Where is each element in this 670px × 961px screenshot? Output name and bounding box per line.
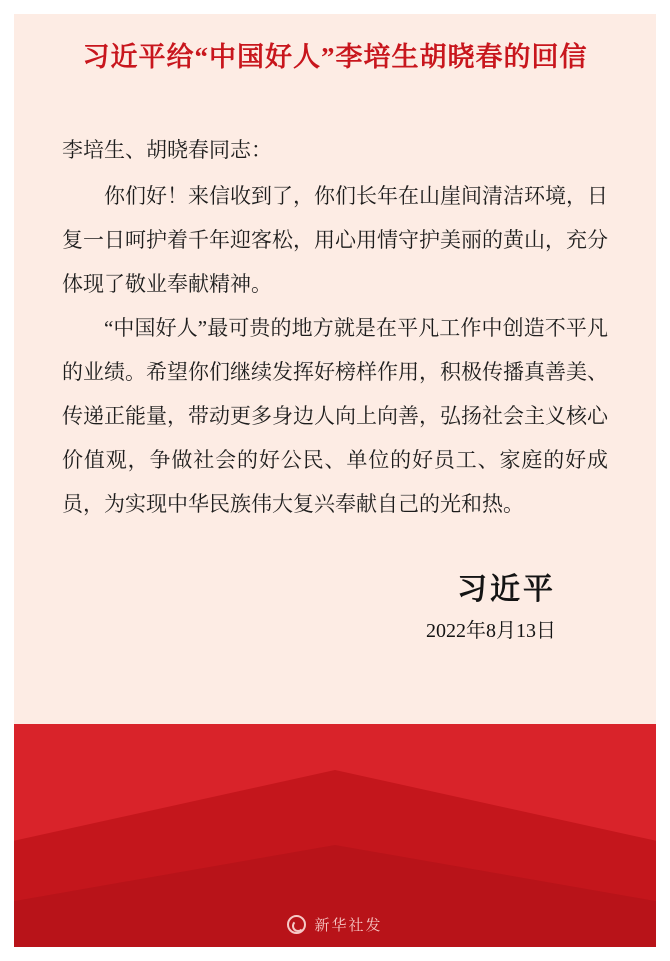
letter-panel xyxy=(14,94,656,724)
signature-block xyxy=(62,568,608,648)
xinhua-circle-icon xyxy=(287,915,306,934)
letter-paragraph-1: 你们好！来信收到了，你们长年在山崖间清洁环境，日复一日呵护着千年迎客松，用心用情守护美丽的黄山，充分体现了敬业奉献精神。 xyxy=(62,184,608,296)
frame-left xyxy=(0,0,14,961)
signature-date: 2022年8月13日 xyxy=(426,620,556,642)
page-title: 习近平给“中国好人”李培生胡晓春的回信 xyxy=(82,41,588,72)
header-band xyxy=(14,14,656,94)
frame-right xyxy=(656,0,670,961)
footer-credit-label: 新华社发 xyxy=(314,918,383,934)
letter-paragraph-2: “中国好人”最可贵的地方就是在平凡工作中创造不平凡的业绩。希望你们继续发挥好榜样作用，积极传播真善美、传递正能量，带动更多身边人向上向善，弘扬社会主义核心价值观，争做社会的好公民、单位的好员工、家庭的好成员，为实现中华民族伟大复兴奉献自己的光和热。 xyxy=(62,316,608,516)
signature-name: 习近平 xyxy=(457,573,556,606)
footer-credit xyxy=(0,914,670,935)
frame-top xyxy=(0,0,670,14)
letter-salutation: 李培生、胡晓春同志： xyxy=(62,138,272,162)
frame-bottom xyxy=(0,947,670,961)
